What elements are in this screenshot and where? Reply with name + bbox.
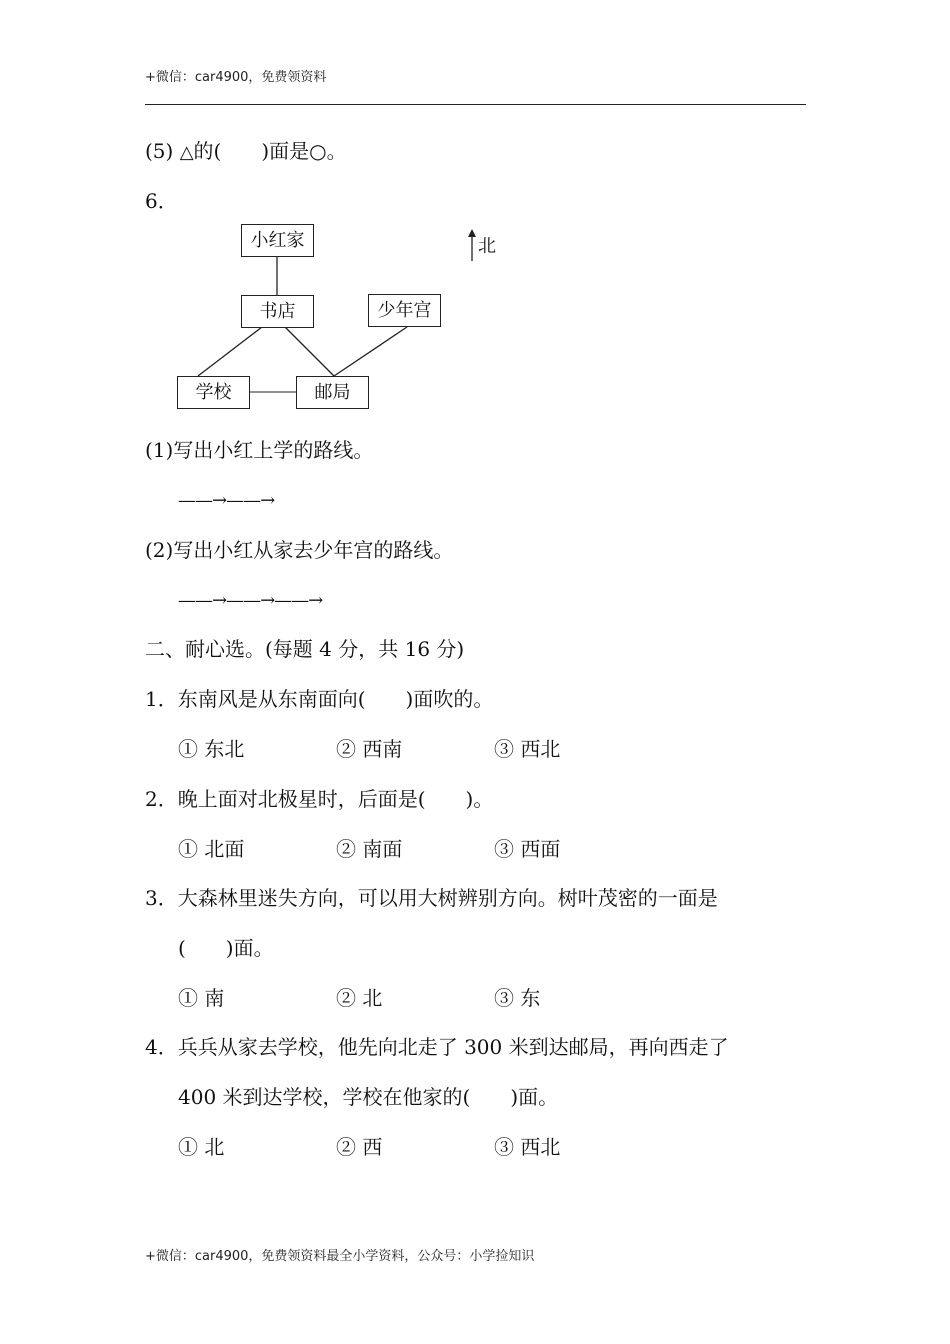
option-3-2[interactable]: ② 北 — [336, 986, 383, 1010]
header-note: +微信：car4900，免费领资料 — [145, 70, 327, 85]
option-4-3[interactable]: ③ 西北 — [494, 1135, 561, 1159]
header-divider — [145, 104, 806, 105]
north-arrowhead-icon — [468, 229, 476, 237]
option-3-3[interactable]: ③ 东 — [494, 986, 541, 1010]
choice-question-3: 3．大森林里迷失方向，可以用大树辨别方向。树叶茂密的一面是 — [145, 886, 718, 910]
route-answer-1[interactable]: ——→——→ — [178, 490, 275, 511]
choice-question-4: 4．兵兵从家去学校，他先向北走了 300 米到达邮局，再向西走了 — [145, 1035, 729, 1059]
choice-question-2: 2．晚上面对北极星时，后面是( )。 — [145, 787, 494, 811]
choice-question-4-cont: 400 米到达学校，学校在他家的( )面。 — [178, 1085, 559, 1109]
option-1-1[interactable]: ① 东北 — [178, 737, 245, 761]
map-node-xiaohong-home: 小红家 — [241, 224, 314, 257]
option-2-2[interactable]: ② 南面 — [336, 837, 403, 861]
option-2-1[interactable]: ① 北面 — [178, 837, 245, 861]
option-1-3[interactable]: ③ 西北 — [494, 737, 561, 761]
answer-blank[interactable] — [221, 139, 261, 163]
map-node-post-office: 邮局 — [296, 376, 369, 409]
option-3-1[interactable]: ① 南 — [178, 986, 225, 1010]
option-2-3[interactable]: ③ 西面 — [494, 837, 561, 861]
map-node-youth-palace: 少年宫 — [368, 294, 441, 327]
question-5 — [145, 137, 347, 167]
question-6-sub-1: (1)写出小红上学的路线。 — [145, 438, 374, 462]
edge-bookstore-post — [285, 327, 334, 376]
option-4-2[interactable]: ② 西 — [336, 1135, 383, 1159]
question-5-prefix: (5) — [145, 139, 174, 163]
choice-question-3-cont: ( )面。 — [178, 936, 274, 960]
map-node-school: 学校 — [177, 376, 250, 409]
question-5-end: 。 — [326, 139, 347, 163]
north-label: 北 — [478, 236, 496, 257]
question-6-number: 6． — [145, 189, 178, 213]
map-node-bookstore: 书店 — [241, 295, 314, 328]
question-5-text-b: )面是 — [261, 139, 310, 163]
circle-icon: ○ — [309, 139, 327, 163]
question-6-sub-2: (2)写出小红从家去少年宫的路线。 — [145, 538, 454, 562]
route-answer-2[interactable]: ——→——→——→ — [178, 590, 323, 611]
triangle-icon: △ — [179, 142, 194, 163]
section-2-title: 二、耐心选。(每题 4 分，共 16 分) — [145, 637, 465, 661]
edge-bookstore-school — [198, 327, 262, 376]
question-5-text-a: 的( — [193, 139, 222, 163]
edge-post-palace — [334, 327, 407, 376]
option-1-2[interactable]: ② 西南 — [336, 737, 403, 761]
footer-note: +微信：car4900，免费领资料最全小学资料，公众号：小学捡知识 — [145, 1249, 535, 1264]
choice-question-1: 1．东南风是从东南面向( )面吹的。 — [145, 687, 494, 711]
option-4-1[interactable]: ① 北 — [178, 1135, 225, 1159]
